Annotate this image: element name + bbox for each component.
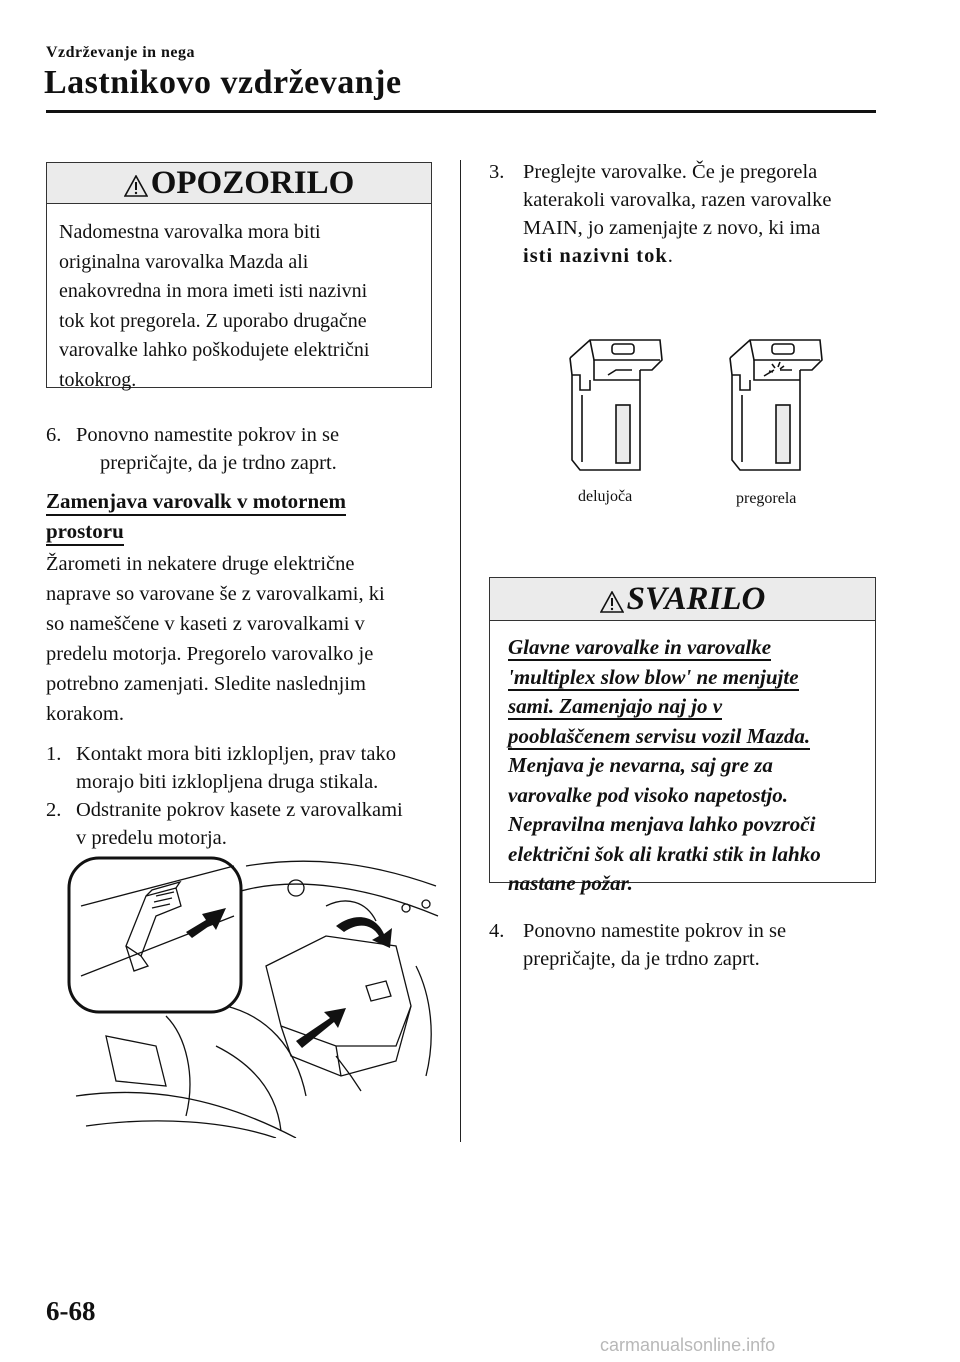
- warning-line: Nadomestna varovalka mora biti: [59, 221, 321, 243]
- warning-triangle-icon: [600, 591, 624, 613]
- fuse-illustration: [560, 330, 840, 485]
- caution-title: SVARILO: [626, 581, 766, 617]
- warning-line: enakovredna in mora imeti isti nazivni: [59, 280, 368, 302]
- step-3: 3. Preglejte varovalke. Če je pregorela katerakoli varovalka, razen varovalke MAIN, jo zamenjajte z novo, ki ima isti nazivni tok.: [489, 161, 832, 267]
- chapter-title: Lastnikovo vzdrževanje: [44, 64, 402, 101]
- warning-body: [47, 204, 431, 391]
- header-rule: [46, 110, 876, 113]
- warning-line: tokokrog.: [59, 368, 137, 391]
- page-number: 6-68: [46, 1296, 96, 1326]
- column-divider: [460, 160, 461, 1142]
- step-6: 6. Ponovno namestite pokrov in se prepričajte, da je trdno zaprt.: [46, 424, 340, 474]
- working-fuse-drawing: [570, 340, 662, 470]
- fuse-label-working: delujoča: [578, 488, 633, 505]
- warning-line: varovalke lahko poškodujete električni: [59, 339, 370, 361]
- watermark: carmanualsonline.info: [600, 1335, 776, 1355]
- warning-title: OPOZORILO: [150, 165, 355, 201]
- caution-box: [489, 577, 876, 895]
- section-subheading: Zamenjava varovalk v motornem prostoru: [46, 486, 346, 546]
- blown-fuse-drawing: [730, 340, 822, 470]
- step-4: 4. Ponovno namestite pokrov in se prepričajte, da je trdno zaprt.: [489, 920, 787, 970]
- engine-bay-illustration: [66, 846, 446, 1138]
- caution-box-header: [490, 578, 875, 621]
- intro-paragraph: Žarometi in nekatere druge električne naprave so varovane še z varovalkami, ki so nameščene v kaseti z varovalkami v predelu motorja. Pregorelo varovalko je potrebno zamenjati. Sledite naslednjim korakom.: [46, 553, 385, 725]
- fuse-label-blown: pregorela: [736, 490, 797, 507]
- step-2: 2. Odstranite pokrov kasete z varovalkami v predelu motorja.: [46, 799, 403, 849]
- step-1: 1. Kontakt mora biti izklopljen, prav tako morajo biti izklopljena druga stikala.: [46, 743, 396, 793]
- section-label: Vzdrževanje in nega: [46, 44, 196, 61]
- warning-line: originalna varovalka Mazda ali: [59, 250, 309, 273]
- caution-body: Glavne varovalke in varovalke 'multiplex slow blow' ne menjujte sami. Zamenjajo naj jo v pooblaščenem servisu vozil Mazda. Menjava je nevarna, saj gre za varovalke pod visoko napetostjo. Nepravilna menjava lahko povzroči električni šok ali kratki stik in lahko nastane požar.: [490, 621, 875, 882]
- warning-triangle-icon: [124, 175, 148, 197]
- warning-box: [46, 162, 432, 391]
- warning-box-header: [47, 163, 431, 204]
- warning-line: tok kot pregorela. Z uporabo drugačne: [59, 309, 367, 332]
